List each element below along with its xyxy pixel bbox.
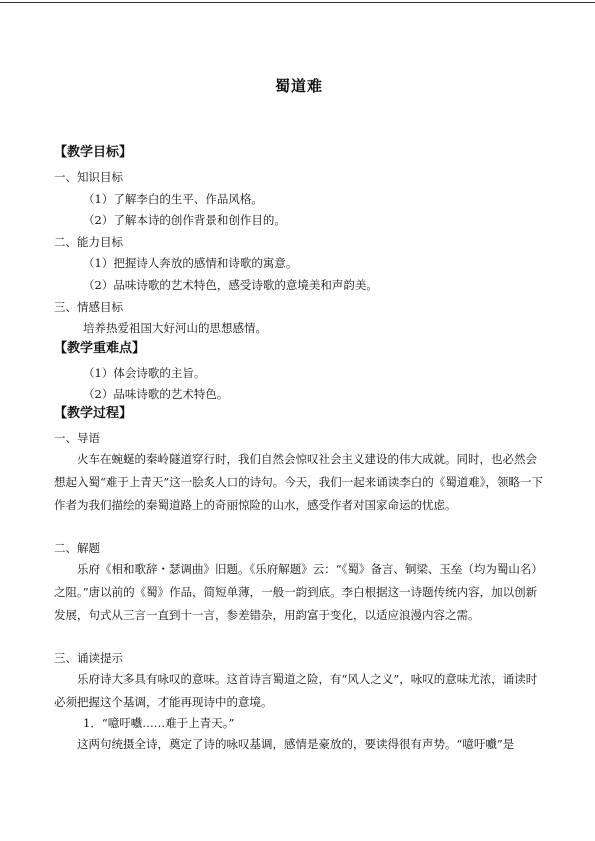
header-rule: [0, 2, 595, 3]
goal-ability-item-1: （1）把握诗人奔放的感情和诗歌的寓意。: [83, 256, 298, 270]
process-reading-paragraph: 乐府诗大多具有咏叹的意味。这首诗言蜀道之险，有“风人之义”，咏叹的意味尤浓，诵读时必须把握这个基调，才能再现诗中的意境。: [54, 672, 538, 709]
goal-knowledge-item-1: （1）了解李白的生平、作品风格。: [83, 192, 263, 206]
goal-ability-item-2: （2）品味诗歌的艺术特色，感受诗歌的意境美和声韵美。: [83, 278, 378, 292]
goal-emotion: 三、情感目标: [54, 300, 123, 314]
process-title-paragraph: 乐府《相和歌辞・瑟调曲》旧题。《乐府解题》云：“《蜀》备言、铜梁、玉垒（均为蜀山名）之阻。”唐以前的《蜀》作品，简短单薄，一般一韵到底。李白根据这一诗题传统内容，加以创新发展，句式从三言一直到十一言，参差错杂，用韵富于变化，以适应浪漫内容之需。: [54, 562, 543, 622]
section-heading-key-points: 【教学重难点】: [54, 341, 146, 356]
document-title: 蜀道难: [274, 77, 323, 95]
key-point-2: （2）品味诗歌的艺术特色。: [83, 387, 229, 401]
goal-emotion-item: 培养热爱祖国大好河山的思想感情。: [83, 321, 267, 335]
process-intro-paragraph: 火车在蜿蜒的秦岭隧道穿行时，我们自然会惊叹社会主义建设的伟大成就。同时，也必然会想起入蜀“难于上青天”这一脍炙人口的诗句。今天，我们一起来诵读李白的《蜀道难》，领略一下作者为我们描绘的秦蜀道路上的奇丽惊险的山水，感受作者对国家命运的忧虑。: [54, 452, 544, 512]
section-heading-teaching-goals: 【教学目标】: [54, 145, 133, 160]
goal-knowledge-item-2: （2）了解本诗的创作背景和创作目的。: [83, 213, 286, 227]
key-point-1: （1）体会诗歌的主旨。: [83, 366, 206, 380]
goal-ability: 二、能力目标: [54, 235, 123, 249]
section-heading-process: 【教学过程】: [54, 406, 133, 421]
process-intro-heading: 一、导语: [54, 431, 100, 445]
process-title-heading: 二、解题: [54, 541, 100, 555]
goal-knowledge: 一、知识目标: [54, 170, 123, 184]
process-reading-item-1: 1．“噫吁嚱……难于上青天。”: [83, 716, 235, 730]
process-reading-item-1-paragraph: 这两句统摄全诗，奠定了诗的咏叹基调，感情是豪放的，要读得很有声势。“噫吁嚱”是: [77, 737, 515, 751]
process-reading-heading: 三、诵读提示: [54, 651, 123, 665]
